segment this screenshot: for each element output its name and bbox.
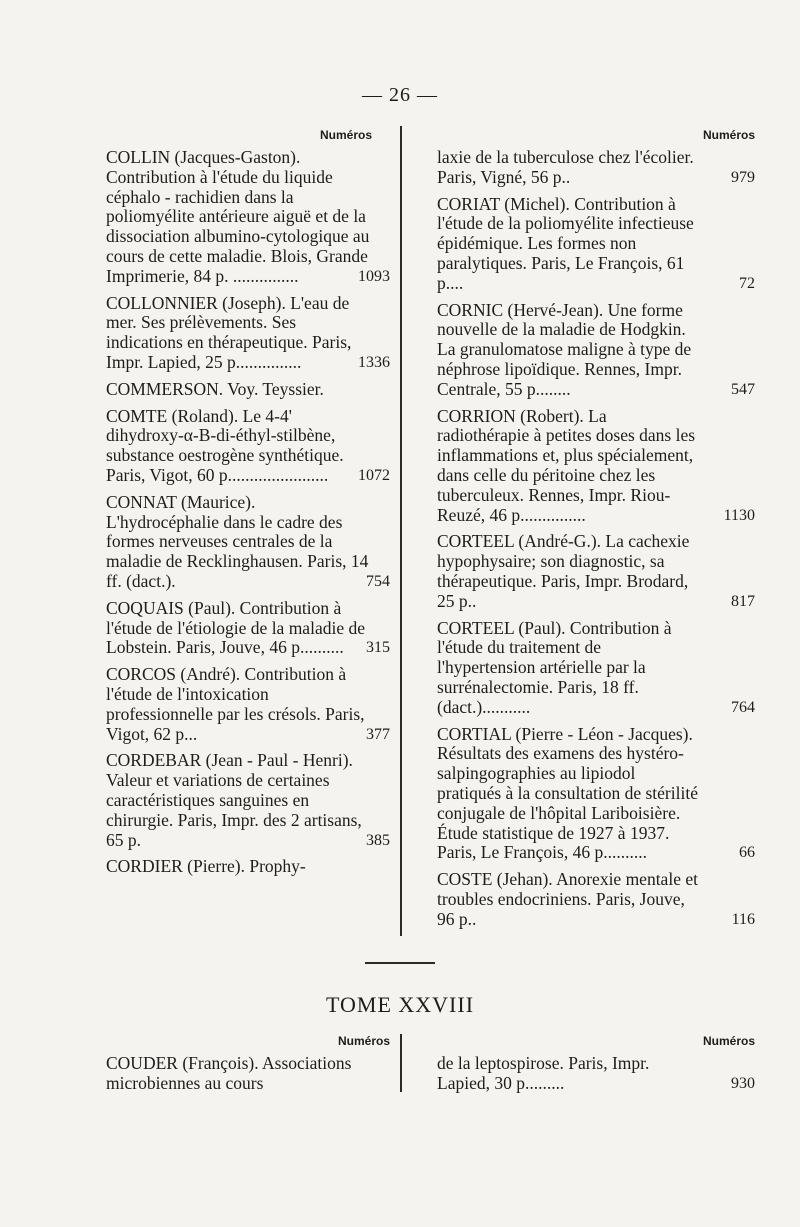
index-entry [96, 292, 390, 373]
entry-text: COUDER (François). Associations microbiennes au cours [106, 1053, 352, 1093]
entry-text: CORCOS (André). Contribution à l'étude de l'intoxication professionnelle par les crésols. Paris, Vigot, 62 p... [106, 664, 365, 744]
index-entry [427, 147, 755, 188]
entry-number: 385 [366, 831, 390, 849]
index-entry [427, 405, 755, 526]
entry-number: 66 [739, 844, 755, 862]
index-entry [96, 750, 390, 850]
column-header: Numéros [319, 128, 372, 142]
index-entry [427, 617, 755, 718]
entry-text: COMTE (Roland). Le 4-4' dihydroxy-α-B-di-éthyl-stilbène, substance oestrogène synthétique. Paris, Vigot, 60 p....................... [106, 405, 344, 485]
entry-number: 547 [731, 380, 755, 398]
entry-text: laxie de la tuberculose chez l'écolier. Paris, Vigné, 56 p.. [437, 147, 694, 187]
bottom-left-column [96, 1034, 390, 1101]
top-right-column [427, 128, 755, 936]
entry-number: 979 [731, 168, 755, 186]
entry-text: CORIAT (Michel). Contribution à l'étude de la poliomyélite infectieuse épidémique. Les formes non paralytiques. Paris, Le François, 61 p.... [437, 193, 694, 293]
entry-number: 1072 [358, 466, 390, 484]
section-title: TOME XXVIII [325, 992, 475, 1017]
index-entry [427, 723, 755, 864]
entry-number: 930 [731, 1074, 755, 1092]
index-entry [427, 193, 755, 294]
bottom-right-column [427, 1034, 755, 1101]
entry-number: 315 [366, 639, 390, 657]
index-entry [96, 597, 390, 658]
entry-number: 1093 [358, 267, 390, 285]
entry-number: 817 [731, 592, 755, 610]
entry-text: CORDIER (Pierre). Prophy- [106, 856, 306, 877]
index-entry [96, 147, 390, 287]
column-header: Numéros [702, 128, 755, 142]
index-entry [427, 531, 755, 611]
entry-text: CORTIAL (Pierre - Léon - Jacques). Résultats des examens des hystéro-salpingographies au lipiodol pratiqués à la consultation de stérilité conjugale de l'hôpital Lariboisière. Étude statistique de 1927 à 1937. Paris, Le François, 46 p.......... [437, 723, 698, 863]
entry-text: CORDEBAR (Jean - Paul - Henri). Valeur et variations de certaines caractéristiques sanguines en chirurgie. Paris, Impr. des 2 artisans, 65 p. [106, 750, 362, 850]
entry-number: 1336 [358, 353, 390, 371]
page-number: — 26 — [362, 84, 438, 106]
index-entry [427, 1053, 755, 1094]
entry-text: CORRION (Robert). La radiothérapie à petites doses dans les inflammations et, plus spécialement, dans celle du péritoine chez les tuberculeux. Rennes, Impr. Riou-Reuzé, 46 p............... [437, 405, 696, 525]
index-entry [96, 857, 372, 877]
section-rule [365, 962, 435, 964]
entry-number: 764 [731, 698, 755, 716]
column-divider [400, 1034, 402, 1092]
entry-text: COLLIN (Jacques-Gaston). Contribution à l'étude du liquide céphalo - rachidien dans la poliomyélite antérieure aiguë et de la dissociation albumino-cytologique au cours de cette maladie. Blois, Grande Imprimerie, 84 p. ............... [106, 147, 370, 286]
entry-text: de la leptospirose. Paris, Impr. Lapied, 30 p......... [437, 1053, 650, 1093]
index-entry [96, 1054, 372, 1094]
entry-text: CONNAT (Maurice). L'hydrocéphalie dans le cadre des formes nerveuses centrales de la maladie de Recklinghausen. Paris, 14 ff. (dact.). [106, 491, 369, 591]
entry-number: 72 [739, 274, 755, 292]
entry-text: COQUAIS (Paul). Contribution à l'étude de l'étiologie de la maladie de Lobstein. Paris, Jouve, 46 p.......... [106, 597, 365, 658]
column-header: Numéros [337, 1034, 390, 1048]
entry-number: 1130 [723, 506, 755, 524]
index-entry [427, 869, 755, 929]
entry-number: 754 [366, 572, 390, 590]
index-entry [96, 405, 390, 486]
entry-text: CORTEEL (Paul). Contribution à l'étude du traitement de l'hypertension artérielle par la surrénalectomie. Paris, 18 ff. (dact.)........... [437, 617, 672, 717]
entry-number: 377 [366, 725, 390, 743]
entry-text: CORNIC (Hervé-Jean). Une forme nouvelle de la maladie de Hodgkin. La granulomatose maligne à type de néphrose lipoïdique. Rennes, Impr. Centrale, 55 p........ [437, 299, 692, 399]
entry-text: COMMERSON. Voy. Teyssier. [106, 378, 324, 399]
index-entry [96, 664, 390, 744]
index-entry [96, 380, 372, 400]
entry-text: COLLONNIER (Joseph). L'eau de mer. Ses prélèvements. Ses indications en thérapeutique. Paris, Impr. Lapied, 25 p............... [106, 292, 352, 372]
entry-number: 116 [731, 910, 755, 928]
top-left-column [96, 128, 390, 884]
index-entry [427, 299, 755, 400]
index-entry [96, 491, 390, 592]
column-divider [400, 126, 402, 936]
entry-text: CORTEEL (André-G.). La cachexie hypophysaire; son diagnostic, sa thérapeutique. Paris, Impr. Brodard, 25 p.. [437, 531, 690, 611]
entry-text: COSTE (Jehan). Anorexie mentale et troubles endocriniens. Paris, Jouve, 96 p.. [437, 869, 698, 929]
column-header: Numéros [702, 1034, 755, 1048]
